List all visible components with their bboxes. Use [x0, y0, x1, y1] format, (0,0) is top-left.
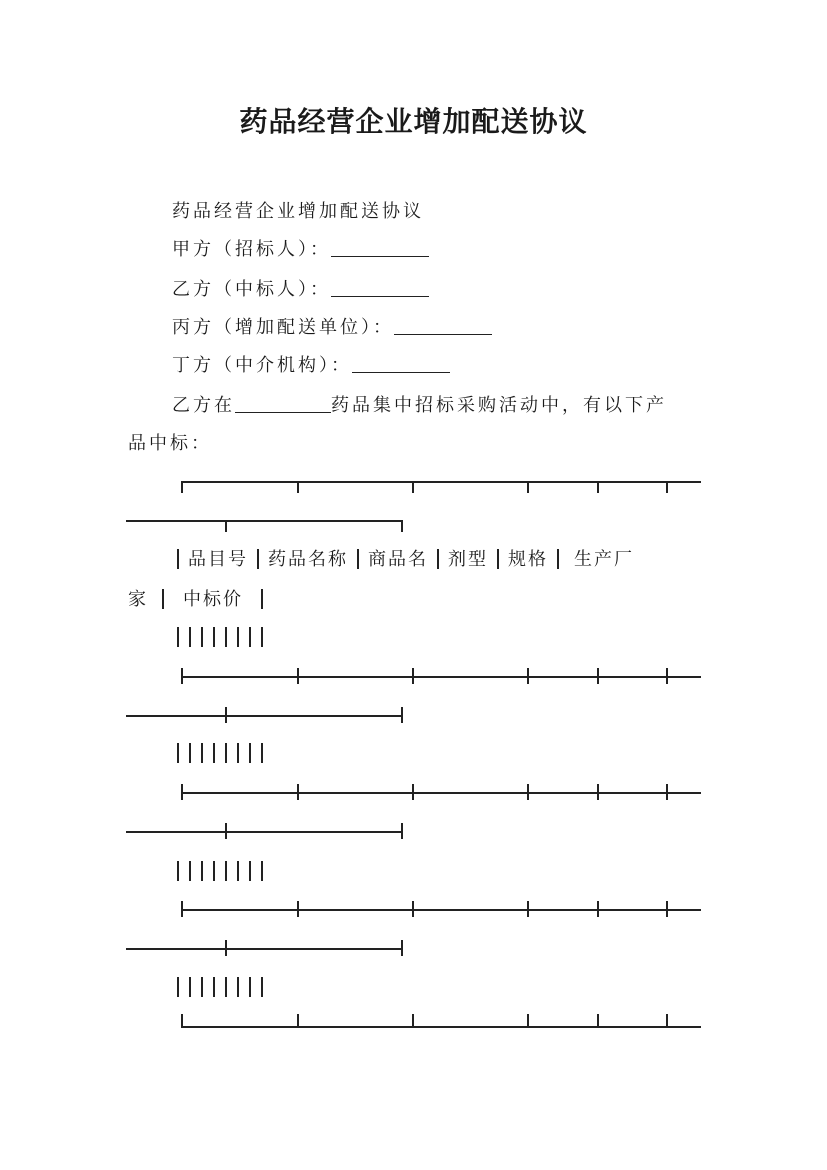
table-row — [172, 626, 268, 650]
header-manufacturer-cont: 家 — [128, 589, 148, 610]
table-header-row-cont — [128, 588, 268, 612]
header-trade-name: 商品名 — [368, 549, 428, 570]
party-b-label: 乙方（中标人）： — [172, 279, 331, 300]
table-row — [172, 976, 268, 1000]
header-drug-name: 药品名称 — [268, 549, 348, 570]
party-c-line — [172, 316, 492, 340]
header-item-no: 品目号 — [188, 549, 248, 570]
para1-end: 药品集中招标采购活动中，有以下产 — [331, 395, 667, 416]
table-row — [172, 742, 268, 766]
subtitle: 药品经营企业增加配送协议 — [172, 201, 424, 222]
para1-start: 乙方在 — [172, 395, 235, 416]
paragraph-line-2: 品中标： — [128, 433, 212, 454]
party-d-label: 丁方（中介机构）： — [172, 355, 352, 376]
header-dosage-form: 剂型 — [448, 549, 488, 570]
party-a-line — [172, 238, 429, 262]
table-row — [172, 860, 268, 884]
party-d-line — [172, 354, 450, 378]
party-d-blank[interactable] — [352, 354, 450, 373]
party-c-blank[interactable] — [394, 316, 492, 335]
document-title: 药品经营企业增加配送协议 — [239, 105, 588, 138]
paragraph-line-1 — [172, 394, 667, 418]
party-c-label: 丙方（增加配送单位）： — [172, 317, 394, 338]
header-manufacturer: 生产厂 — [574, 549, 634, 570]
header-spec: 规格 — [508, 549, 548, 570]
party-a-blank[interactable] — [331, 238, 429, 257]
table-header-row — [172, 548, 638, 572]
header-bid-price: 中标价 — [183, 589, 243, 610]
party-b-blank[interactable] — [331, 278, 429, 297]
project-blank[interactable] — [235, 394, 331, 413]
party-a-label: 甲方（招标人）： — [172, 239, 331, 260]
party-b-line — [172, 278, 429, 302]
